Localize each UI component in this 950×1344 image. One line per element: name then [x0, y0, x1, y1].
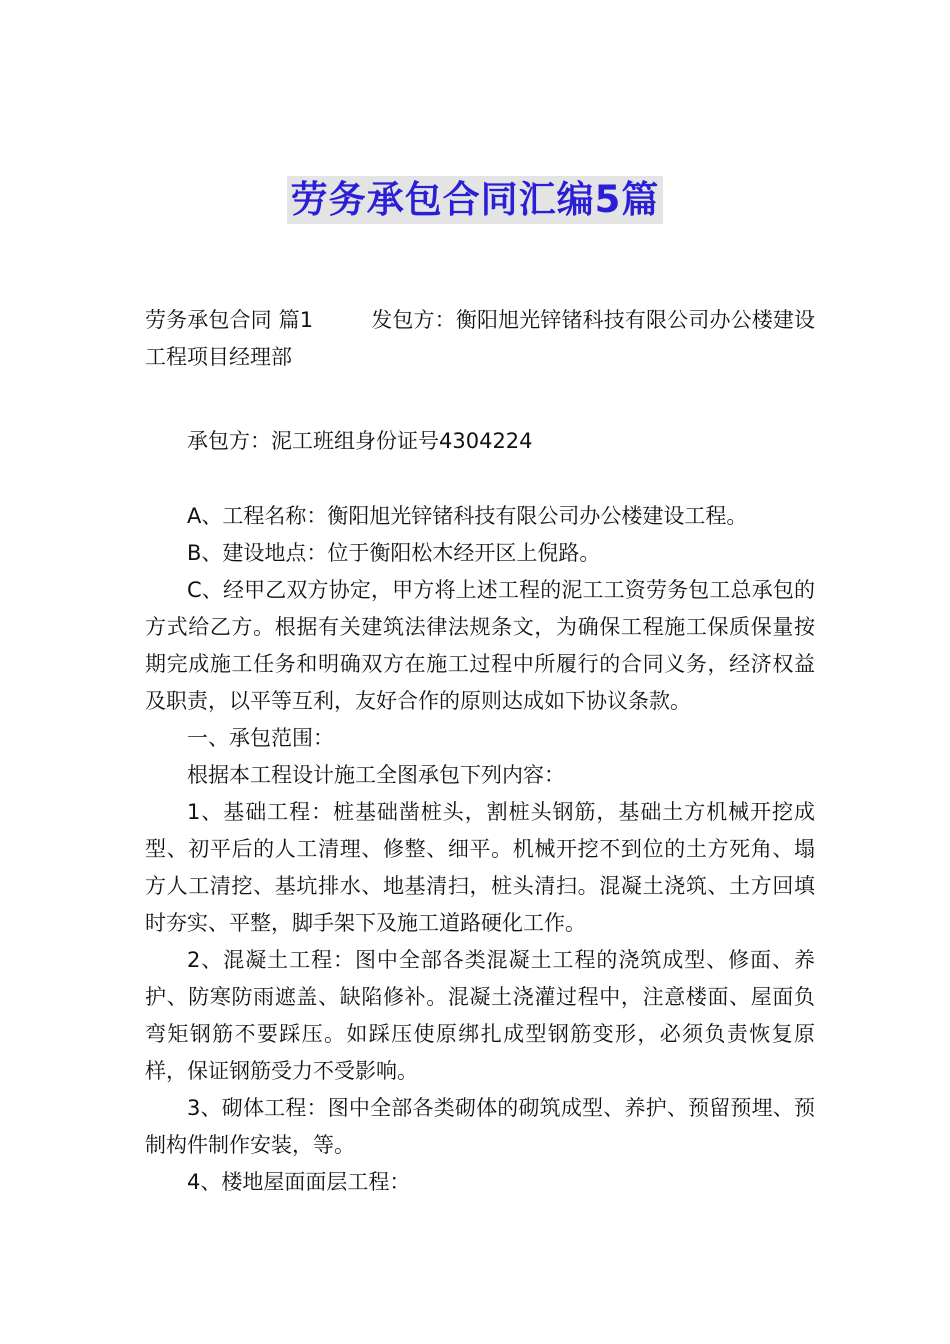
paragraph-agreement: C、经甲乙双方协定，甲方将上述工程的泥工工资劳务包工总承包的方式给乙方。根据有关建筑法律法规条文，为确保工程施工保质保量按期完成施工任务和明确双方在施工过程中所履行的合同义务，经济权益及职责，以平等互利，友好合作的原则达成如下协议条款。: [145, 578, 815, 713]
paragraph-floor: 4、楼地屋面面层工程：: [187, 1170, 411, 1194]
paragraph-foundation: 1、基础工程：桩基础凿桩头，割桩头钢筋，基础土方机械开挖成型、初平后的人工清理、修整、细平。机械开挖不到位的土方死角、塌方人工清挖、基坑排水、地基清扫，桩头清扫。混凝土浇筑、土方回填时夯实、平整，脚手架下及施工道路硬化工作。: [145, 800, 815, 935]
document-body: [145, 302, 815, 1201]
paragraph-concrete: 2、混凝土工程：图中全部各类混凝土工程的浇筑成型、修面、养护、防寒防雨遮盖、缺陷修补。混凝土浇灌过程中，注意楼面、屋面负弯矩钢筋不要踩压。如踩压使原绑扎成型钢筋变形，必须负责恢复原样，保证钢筋受力不受影响。: [145, 948, 815, 1083]
paragraph-location: B、建设地点：位于衡阳松木经开区上倪路。: [187, 541, 601, 565]
contract-heading-prefix: 劳务承包合同 篇1: [145, 308, 314, 332]
contract-issuer: 发包方：衡阳旭光锌锗科技有限公司办公楼建设工程项目经理部: [145, 308, 816, 369]
paragraph-masonry: 3、砌体工程：图中全部各类砌体的砌筑成型、养护、预留预埋、预制构件制作安装，等。: [145, 1096, 815, 1157]
contract-heading: [145, 302, 815, 376]
contractor-line: 承包方：泥工班组身份证号4304224: [187, 429, 533, 453]
document-title: 劳务承包合同汇编5篇: [287, 176, 664, 224]
paragraph-scope-heading: 一、承包范围：: [187, 726, 334, 750]
paragraph-project-name: A、工程名称：衡阳旭光锌锗科技有限公司办公楼建设工程。: [187, 504, 748, 528]
paragraph-scope-intro: 根据本工程设计施工全图承包下列内容：: [187, 763, 565, 787]
title-wrap: [0, 176, 950, 224]
